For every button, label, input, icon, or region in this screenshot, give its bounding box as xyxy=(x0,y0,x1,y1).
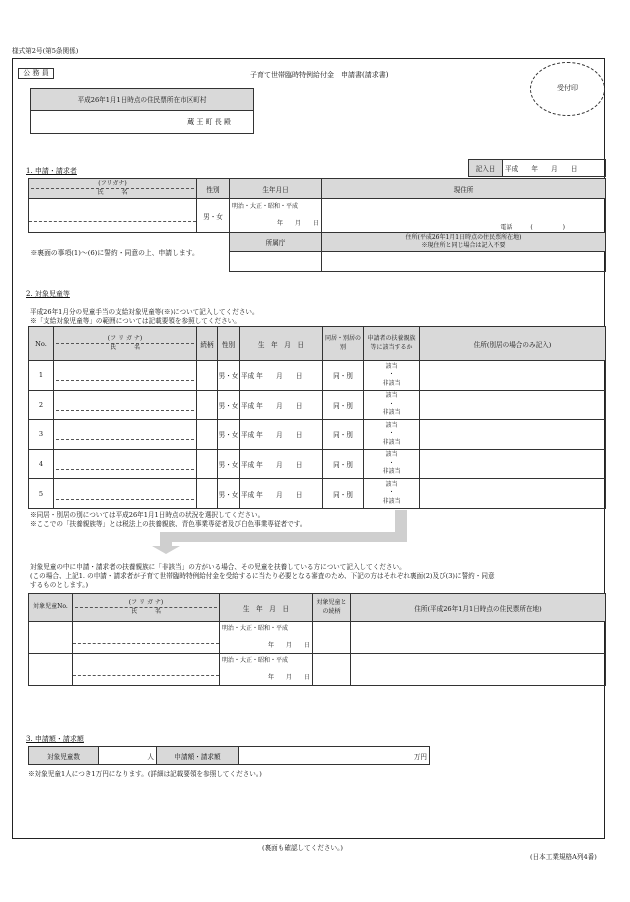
guardian-address-field[interactable] xyxy=(351,654,606,686)
child-relation-field[interactable] xyxy=(197,449,218,479)
sec3-heading: 3. 申請額・請求額 xyxy=(26,735,84,743)
guardian-ymd: 年 月 日 xyxy=(267,641,310,649)
child-birth[interactable] xyxy=(240,479,323,509)
form-title: 子育て世帯臨時特例給付金 申請書(請求書) xyxy=(250,71,389,79)
g-col-address: 住所(平成26年1月1日時点の住民票所在地) xyxy=(351,594,606,622)
child-address-field[interactable] xyxy=(420,361,606,391)
child-cohab[interactable]: 同・別 xyxy=(323,361,364,391)
down-arrow xyxy=(150,508,410,558)
child-gender[interactable]: 男・女 xyxy=(218,449,240,479)
guardian-relation-field[interactable] xyxy=(313,654,351,686)
form-id: 様式第2号(第5条関係) xyxy=(12,47,79,55)
child-gender[interactable]: 男・女 xyxy=(218,479,240,509)
address-label: 現住所 xyxy=(322,179,606,199)
child-row xyxy=(29,390,606,420)
sec2-after2: ※ここでの「扶養親族等」とは税法上の扶養親族、青色事業専従者及び白色事業専従者です。 xyxy=(30,520,307,528)
child-row xyxy=(29,361,606,391)
child-dependent[interactable] xyxy=(364,420,420,450)
sec1-heading: 1. 申請・請求者 xyxy=(26,167,77,175)
dep-no: 非該当 xyxy=(382,409,401,417)
amount-label: 申請額・請求額 xyxy=(157,747,239,765)
birth-label: 生年月日 xyxy=(230,179,322,199)
child-row xyxy=(29,449,606,479)
child-name-field[interactable] xyxy=(54,420,197,450)
amount-table xyxy=(28,746,430,765)
child-relation-field[interactable] xyxy=(197,420,218,450)
col-name: 氏 名 xyxy=(109,344,140,351)
col-dependent: 申請者の扶養親族等に該当するか xyxy=(364,327,420,361)
sec2-note1: 平成26年1月分の児童手当の支給対象児童等(※)について記入してください。 xyxy=(30,308,259,316)
child-relation-field[interactable] xyxy=(197,479,218,509)
child-row xyxy=(29,420,606,450)
child-cohab[interactable]: 同・別 xyxy=(323,420,364,450)
guardian-table xyxy=(28,593,606,686)
reception-stamp: 受付印 xyxy=(530,62,605,116)
dep-dot: ・ xyxy=(388,371,395,379)
pledge-text: ※裏面の事項(1)～(6)に誓約・同意の上、申請します。 xyxy=(29,233,230,272)
child-name-field[interactable] xyxy=(54,479,197,509)
child-cohab[interactable]: 同・別 xyxy=(323,449,364,479)
child-cohab[interactable]: 同・別 xyxy=(323,390,364,420)
g-col-birth: 生 年 月 日 xyxy=(220,594,313,622)
child-relation-field[interactable] xyxy=(197,361,218,391)
child-name-field[interactable] xyxy=(54,390,197,420)
child-gender[interactable]: 男・女 xyxy=(218,420,240,450)
count-label: 対象児童数 xyxy=(29,747,99,765)
child-birth[interactable] xyxy=(240,361,323,391)
applicant-gender[interactable]: 男・女 xyxy=(197,199,230,233)
child-ymd: 年 月 日 xyxy=(256,372,303,381)
official-use-box: 公 務 員 xyxy=(18,68,54,79)
child-ymd: 年 月 日 xyxy=(256,431,303,440)
child-no: 4 xyxy=(29,449,54,479)
child-address-field[interactable] xyxy=(420,449,606,479)
child-name-field[interactable] xyxy=(54,361,197,391)
dep-yes: 該当 xyxy=(385,362,398,370)
child-ymd: 年 月 日 xyxy=(256,490,303,499)
col-cohab: 同居・別居の別 xyxy=(323,327,364,361)
child-no: 5 xyxy=(29,479,54,509)
child-no: 2 xyxy=(29,390,54,420)
child-era: 平成 xyxy=(241,490,255,499)
date-value[interactable]: 平成 年 月 日 xyxy=(503,160,606,177)
mayor-name: 蔵 王 町 長 殿 xyxy=(187,118,231,126)
jan-address-label: 住所(平成26年1月1日時点の住民票所在地) xyxy=(405,233,522,241)
child-address-field[interactable] xyxy=(420,479,606,509)
guardian-relation-field[interactable] xyxy=(313,622,351,654)
dep-no: 非該当 xyxy=(382,468,401,476)
col-no: No. xyxy=(29,327,54,361)
furigana-label: (フリガナ) xyxy=(31,180,194,190)
applicant-name-field[interactable] xyxy=(29,199,197,233)
guardian-eras[interactable]: 明治・大正・昭和・平成 xyxy=(222,657,289,664)
applicant-table xyxy=(28,178,606,272)
guardian-eras[interactable]: 明治・大正・昭和・平成 xyxy=(222,625,289,632)
address-header: 平成26年1月1日時点の住民票所在市区町村 xyxy=(31,89,253,111)
child-dependent[interactable] xyxy=(364,361,420,391)
child-relation-field[interactable] xyxy=(197,390,218,420)
applicant-ymd: 年 月 日 xyxy=(276,219,319,227)
sec3-note: ※対象児童1人につき1万円になります。(詳細は記載要領を参照してください。) xyxy=(28,770,262,778)
child-name-field[interactable] xyxy=(54,449,197,479)
guardian-no-field[interactable] xyxy=(29,654,73,686)
child-address-field[interactable] xyxy=(420,390,606,420)
child-cohab[interactable]: 同・別 xyxy=(323,479,364,509)
office-label: 所属庁 xyxy=(230,233,322,252)
jan-address-field[interactable] xyxy=(322,252,606,272)
child-ymd: 年 月 日 xyxy=(256,461,303,470)
footer-right: (日本工業規格A列4番) xyxy=(530,853,597,861)
g-col-name: 氏 名 xyxy=(130,608,161,615)
dep-dot: ・ xyxy=(388,489,395,497)
child-era: 平成 xyxy=(241,431,255,440)
footer-center: (裏面も確認してください。) xyxy=(262,844,343,852)
g-col-no: 対象児童No. xyxy=(29,594,73,622)
dep-dot: ・ xyxy=(388,400,395,408)
dep-dot: ・ xyxy=(388,430,395,438)
child-birth[interactable] xyxy=(240,390,323,420)
date-label: 記入日 xyxy=(469,160,503,177)
child-no: 3 xyxy=(29,420,54,450)
entry-date xyxy=(468,159,606,177)
dep-no: 非該当 xyxy=(382,497,401,505)
dep-no: 非該当 xyxy=(382,379,401,387)
child-address-field[interactable] xyxy=(420,420,606,450)
child-dependent[interactable] xyxy=(364,449,420,479)
sec2-para1: 対象児童の中に申請・請求者の扶養親族に「非該当」の方がいる場合、その児童を扶養している方について記入してください。 xyxy=(30,563,406,571)
col-birth: 生 年 月 日 xyxy=(240,327,323,361)
child-birth[interactable] xyxy=(240,449,323,479)
child-era: 平成 xyxy=(241,372,255,381)
guardian-name-field[interactable] xyxy=(73,622,220,654)
child-era: 平成 xyxy=(241,461,255,470)
g-col-furigana: (フ リ ガ ナ) xyxy=(75,599,217,609)
mayor-box xyxy=(30,88,254,134)
sec2-after1: ※同居・別居の別については平成26年1月1日時点の状況を選択してください。 xyxy=(30,511,265,519)
child-birth[interactable] xyxy=(240,420,323,450)
children-table xyxy=(28,326,606,509)
jan-address-note: ※現住所と同じ場合は記入不要 xyxy=(421,242,506,249)
dep-yes: 該当 xyxy=(385,480,398,488)
applicant-eras[interactable]: 明治・大正・昭和・平成 xyxy=(232,203,299,210)
child-dependent[interactable] xyxy=(364,390,420,420)
guardian-ymd: 年 月 日 xyxy=(267,673,310,681)
child-era: 平成 xyxy=(241,401,255,410)
dep-dot: ・ xyxy=(388,459,395,467)
sec2-para2: (この場合、上記1. の申請・請求者が子育て世帯臨時特例給付金を受給するに当たり必要となる審査のため、下記の方はそれぞれ裏面(2)及び(3)に誓約・同意 xyxy=(30,572,495,580)
col-relation: 続柄 xyxy=(197,327,218,361)
dep-yes: 該当 xyxy=(385,451,398,459)
dep-no: 非該当 xyxy=(382,438,401,446)
dep-yes: 該当 xyxy=(385,421,398,429)
dep-yes: 該当 xyxy=(385,392,398,400)
child-row xyxy=(29,479,606,509)
office-field[interactable] xyxy=(230,252,322,272)
guardian-name-field[interactable] xyxy=(73,654,220,686)
child-ymd: 年 月 日 xyxy=(256,401,303,410)
name-label: 氏 名 xyxy=(97,189,128,196)
child-gender[interactable]: 男・女 xyxy=(218,390,240,420)
child-gender[interactable]: 男・女 xyxy=(218,361,240,391)
guardian-no-field[interactable] xyxy=(29,622,73,654)
col-address: 住所(別居の場合のみ記入) xyxy=(420,327,606,361)
col-gender: 性別 xyxy=(218,327,240,361)
sec2-note2: ※「支給対象児童等」の範囲については記載要領を参照してください。 xyxy=(30,317,241,325)
gender-label: 性別 xyxy=(197,179,230,199)
col-furigana: (フ リ ガ ナ) xyxy=(56,335,194,345)
guardian-address-field[interactable] xyxy=(351,622,606,654)
sec2-heading: 2. 対象児童等 xyxy=(26,290,70,298)
applicant-phone[interactable]: 電話 ( ) xyxy=(322,199,606,233)
child-dependent[interactable] xyxy=(364,479,420,509)
count-unit[interactable]: 人 xyxy=(99,747,157,765)
amount-unit[interactable]: 万円 xyxy=(239,747,430,765)
sec2-para3: するものとします。) xyxy=(30,581,89,589)
child-no: 1 xyxy=(29,361,54,391)
g-col-relation: 対象児童との続柄 xyxy=(313,594,351,622)
